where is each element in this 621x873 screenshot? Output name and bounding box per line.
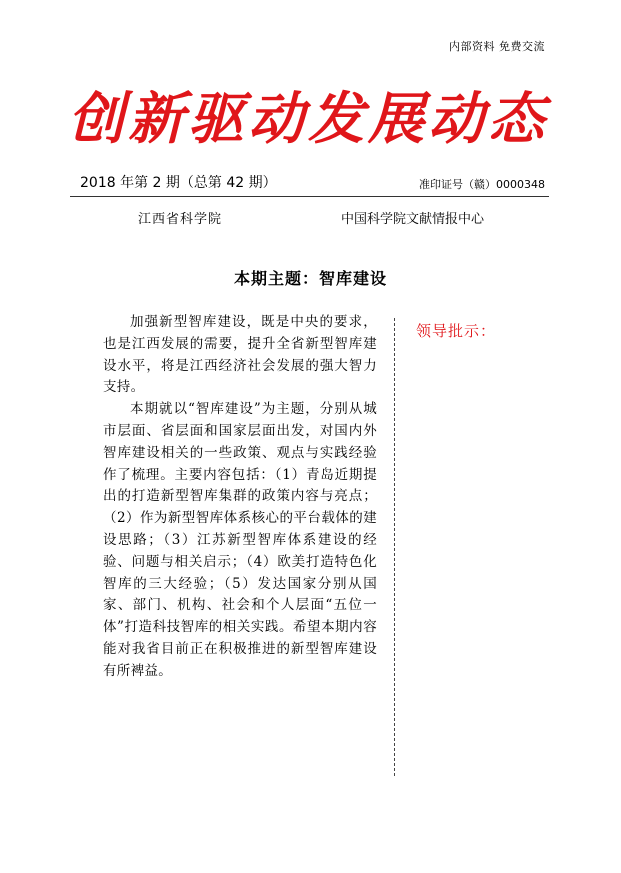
body-text: [103, 312, 377, 683]
column-divider: [394, 318, 395, 776]
issue-number: 2018 年第 2 期（总第 42 期）: [80, 175, 277, 191]
organizations-row: [0, 208, 621, 228]
leader-comment-label: 领导批示：: [416, 322, 497, 340]
org-cas-library: 中国科学院文献情报中心: [341, 212, 485, 227]
issue-theme: 本期主题：智库建设: [233, 269, 387, 288]
internal-note: 内部资料 免费交流: [449, 40, 545, 53]
body-paragraph-2: 本期就以“智库建设”为主题，分别从城市层面、省层面和国家层面出发，对国内外智库建设相关的一些政策、观点与实践经验作了梳理。主要内容包括：（1）青岛近期提出的打造新型智库集群的政策内容与亮点；（2）作为新型智库体系核心的平台载体的建设思路；（3）江苏新型智库体系建设的经验、问题与相关启示；（4）欧美打造特色化智库的三大经验；（5）发达国家分别从国家、部门、机构、社会和个人层面“五位一体”打造科技智库的相关实践。希望本期内容能对我省目前正在积极推进的新型智库建设有所裨益。: [103, 401, 377, 679]
issue-row: [80, 172, 545, 192]
org-jiangxi-academy: 江西省科学院: [138, 212, 223, 227]
masthead-title: 创新驱动发展动态: [68, 86, 548, 152]
header-divider: [70, 196, 549, 197]
permit-number: 准印证号（赣）0000348: [419, 178, 545, 191]
body-paragraph-1: 加强新型智库建设，既是中央的要求，也是江西发展的需要，提升全省新型智库建设水平，将是江西经济社会发展的强大智力支持。: [103, 314, 377, 396]
